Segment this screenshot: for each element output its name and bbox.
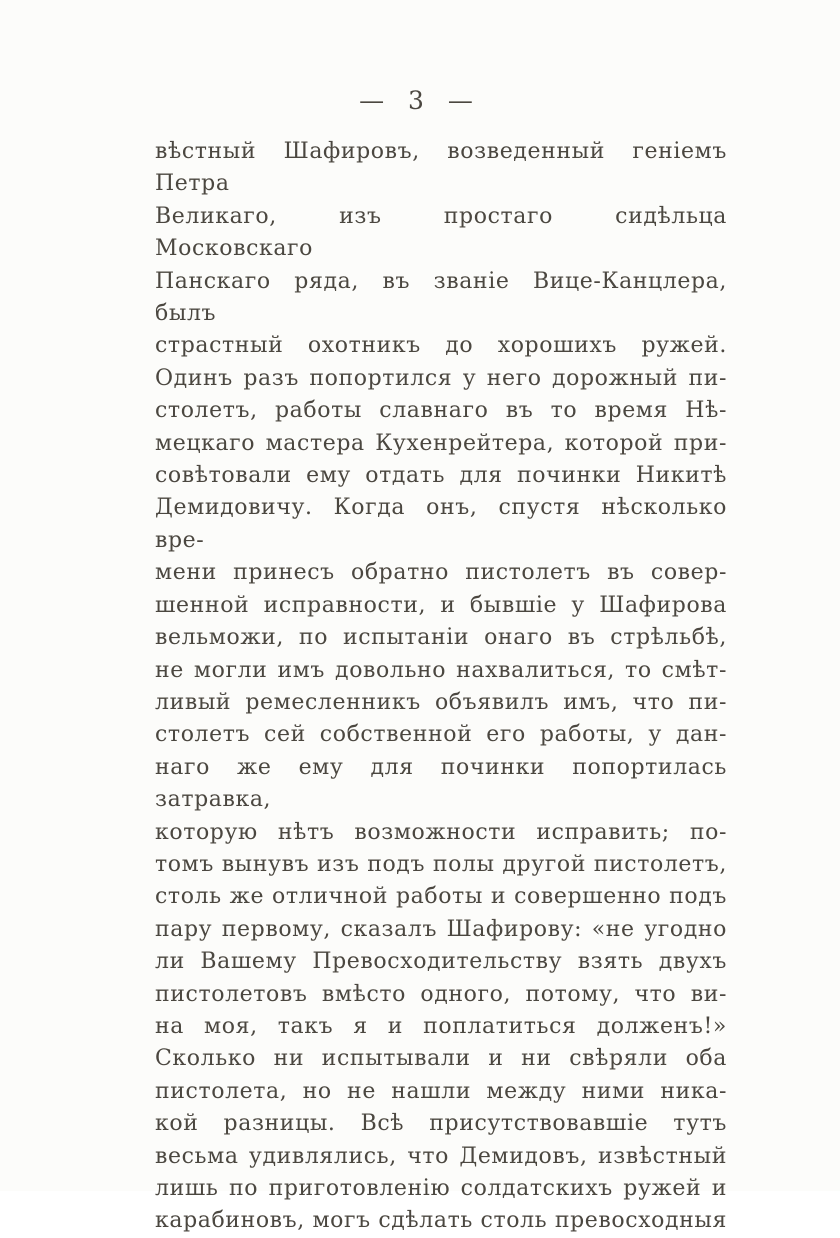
text-line: томъ вынувъ изъ подъ полы другой пистолетъ, xyxy=(155,851,727,877)
text-line: лишь по приготовленію солдатскихъ ружей и xyxy=(155,1176,727,1201)
text-line: ливый ремесленникъ объявилъ имъ, что пи- xyxy=(155,689,727,715)
text-line: весьма удивлялись, что Демидовъ, извѣстный xyxy=(155,1143,727,1169)
text-line: столь же отличной работы и совершенно подъ xyxy=(155,884,727,910)
text-line: пистолетовъ вмѣсто одного, потому, что ви- xyxy=(155,981,727,1007)
text-line: шенной исправности, и бывшіе у Шафирова xyxy=(155,592,727,618)
text-line: ли Вашему Превосходительству взять двухъ xyxy=(155,949,727,975)
text-line: карабиновъ, могъ сдѣлать столь превосходныя xyxy=(155,1208,727,1234)
text-line: мецкаго мастера Кухенрейтера, которой при- xyxy=(155,430,727,456)
text-line: Сколько ни испытывали и ни свѣряли оба xyxy=(155,1046,727,1072)
text-line: которую нѣтъ возможности исправить; по- xyxy=(155,819,727,845)
text-line: не могли имъ довольно нахвалиться, то смѣт- xyxy=(155,657,727,683)
page-text xyxy=(155,136,727,1238)
text-line: мени принесъ обратно пистолетъ въ совер- xyxy=(155,560,727,586)
text-line: вѣстный Шафировъ, возведенный геніемъ Петра xyxy=(155,139,727,197)
text-line: столетъ, работы славнаго въ то время Нѣ- xyxy=(155,398,727,424)
text-line: кой разницы. Всѣ присутствовавшіе тутъ xyxy=(155,1111,727,1137)
text-line: пистолета, но не нашли между ними ника- xyxy=(155,1078,727,1104)
text-line: наго же ему для починки попортилась затравка, xyxy=(155,754,727,813)
text-line: пару первому, сказалъ Шафирову: «не угодно xyxy=(155,916,727,942)
text-line: столетъ сей собственной его работы, у дан- xyxy=(155,722,727,748)
page-number: — 3 — xyxy=(359,86,481,115)
text-line: Панскаго ряда, въ званіе Вице-Канцлера, былъ xyxy=(155,268,727,327)
text-line: Великаго, изъ простаго сидѣльца Московскаго xyxy=(155,203,727,262)
text-line: страстный охотникъ до хорошихъ ружей. xyxy=(155,333,727,359)
text-line: совѣтовали ему отдать для починки Никитѣ xyxy=(155,463,727,489)
text-line: Демидовичу. Когда онъ, спустя нѣсколько вре- xyxy=(155,495,727,553)
text-line: на моя, такъ я и поплатиться долженъ!» xyxy=(155,1013,727,1039)
text-line: Одинъ разъ попортился у него дорожный пи- xyxy=(155,365,727,391)
text-line: вельможи, по испытаніи онаго въ стрѣльбѣ, xyxy=(155,625,727,651)
